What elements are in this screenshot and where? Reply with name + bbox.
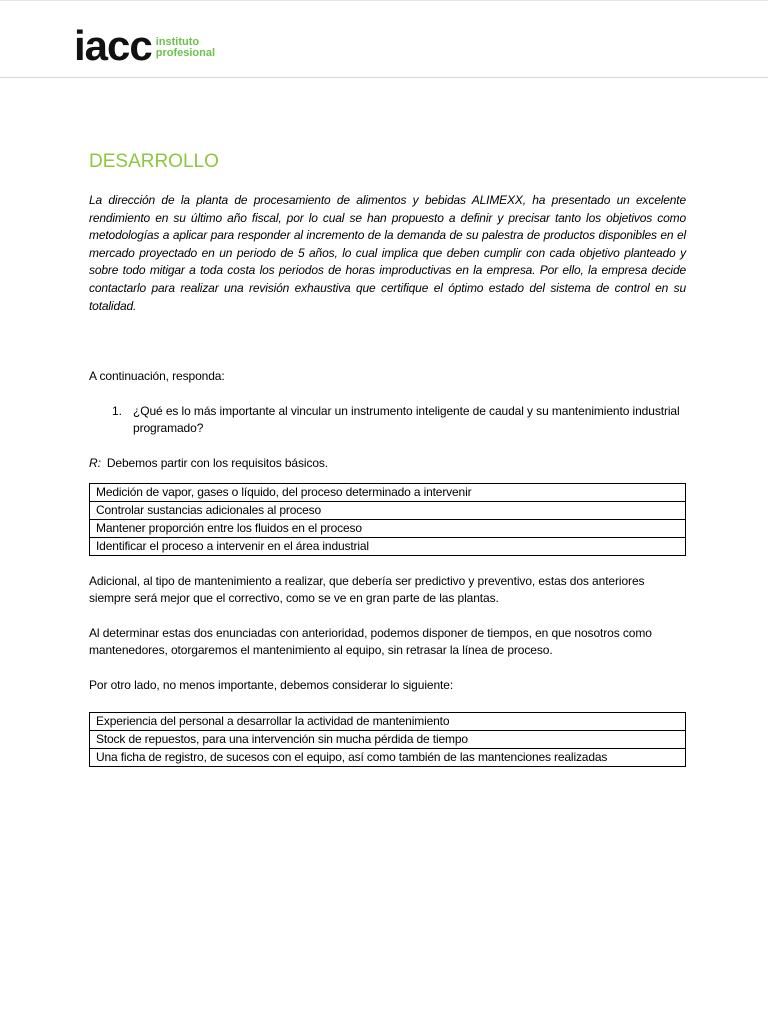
spacer: [89, 438, 686, 455]
answer-label: R:: [89, 455, 101, 470]
logo-mark: iacc: [74, 22, 152, 69]
document-body: [89, 150, 686, 767]
table-cell: Identificar el proceso a intervenir en el área industrial: [90, 537, 686, 555]
answer-text: Debemos partir con los requisitos básicos.: [106, 455, 329, 470]
table-row: [90, 748, 686, 766]
section-title: DESARROLLO: [89, 151, 219, 172]
question-item: [89, 403, 686, 438]
question-text: ¿Qué es lo más importante al vincular un instrumento inteligente de caudal y su mantenimiento industrial programado?: [133, 403, 680, 436]
answer-line: [89, 455, 686, 473]
spacer: [89, 660, 686, 677]
page-header: [0, 0, 768, 78]
paragraph-1: Adicional, al tipo de mantenimiento a realizar, que debería ser predictivo y preventivo, estas dos anteriores siempre será mejor que el correctivo, como se ve en gran parte de las plantas.: [89, 573, 645, 606]
spacer: [89, 556, 686, 573]
table-row: [90, 483, 686, 501]
spacer: [89, 386, 686, 403]
table-cell: Una ficha de registro, de sucesos con el equipo, así como también de las mantenciones realizadas: [90, 748, 686, 766]
spacer: [89, 608, 686, 625]
logo-text: [156, 37, 215, 59]
spacer: [89, 473, 686, 483]
logo-line-1: instituto: [155, 36, 200, 48]
question-number: 1.: [112, 403, 122, 418]
spacer: [89, 315, 686, 368]
logo-line-2: profesional: [155, 47, 216, 59]
table-row: [90, 501, 686, 519]
prompt-text: A continuación, responda:: [89, 369, 225, 384]
spacer: [89, 695, 686, 712]
table-cell: Stock de repuestos, para una intervención sin mucha pérdida de tiempo: [90, 730, 686, 748]
table-row: [90, 519, 686, 537]
considerations-table: [89, 712, 686, 767]
intro-paragraph: La dirección de la planta de procesamiento de alimentos y bebidas ALIMEXX, ha presentado un excelente rendimiento en su último año fiscal, por lo cual se han propuesto a definir y precisar tanto los objetivos como metodologías a aplicar para responder al incremento de la demanda de su palestra de productos disponibles en el mercado proyectado en un periodo de 5 años, lo cual implica que deben cumplir con cada objetivo planteado y sobre todo mitigar a toda costa los periodos de horas improductivas en la empresa. Por ello, la empresa decide contactarlo para realizar una revisión exhaustiva que certifique el óptimo estado del sistema de control en su totalidad.: [89, 193, 686, 313]
paragraph-2: Al determinar estas dos enunciadas con anterioridad, podemos disponer de tiempos, en que nosotros como mantenedores, otorgaremos el mantenimiento al equipo, sin retrasar la línea de proceso.: [89, 625, 652, 658]
table-row: [90, 712, 686, 730]
table-cell: Medición de vapor, gases o líquido, del proceso determinado a intervenir: [90, 483, 686, 501]
table-cell: Mantener proporción entre los fluidos en el proceso: [90, 519, 686, 537]
paragraph-3: Por otro lado, no menos importante, debemos considerar lo siguiente:: [89, 677, 454, 692]
table-row: [90, 730, 686, 748]
table-cell: Controlar sustancias adicionales al proceso: [90, 501, 686, 519]
table-row: [90, 537, 686, 555]
iacc-logo: [74, 22, 216, 69]
table-cell: Experiencia del personal a desarrollar la actividad de mantenimiento: [90, 712, 686, 730]
requirements-table: [89, 483, 686, 556]
